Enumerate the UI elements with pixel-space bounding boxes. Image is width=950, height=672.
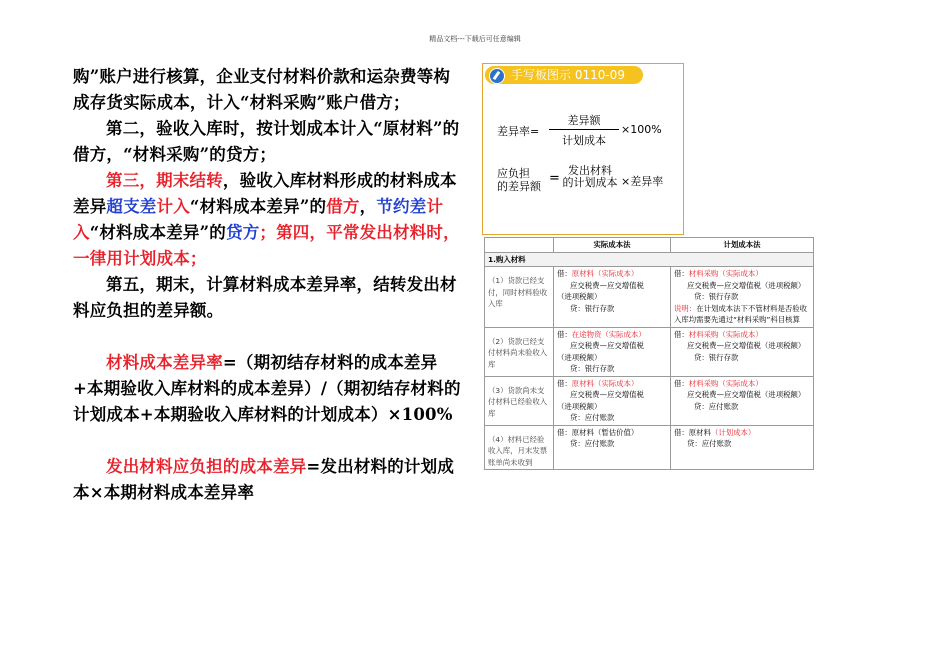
p3-text: “材料成本差异”的 bbox=[89, 223, 226, 242]
handwriting-board bbox=[482, 63, 684, 235]
p3-text: 计入 bbox=[156, 197, 190, 216]
row-actual: 借：原材料（实际成本） 应交税费—应交增值税 （进项税额） 贷：银行存款 bbox=[554, 267, 671, 328]
formula-1-body: =（期初结存材料的成本差异+本期验收入库材料的成本差异）/（期初结存材料的计划成本+本期验收入库材料的计划成本）×100% bbox=[73, 353, 461, 424]
row-plan: 借：材料采购（实际成本） 应交税费—应交增值税（进项税额） 贷：应付账款 bbox=[671, 376, 814, 425]
row-actual: 借：在途物资（实际成本） 应交税费—应交增值税 （进项税额） 贷：银行存款 bbox=[554, 327, 671, 376]
row-plan: 借：材料采购（实际成本） 应交税费—应交增值税（进项税额） 贷：银行存款 bbox=[671, 327, 814, 376]
credit-term: 贷方 bbox=[226, 223, 260, 242]
board-title-text: 手写板图示 0110-09 bbox=[511, 68, 625, 82]
p3-text: ，验收入库材料形成的材料成本差异 bbox=[73, 171, 457, 216]
table-header-empty bbox=[485, 238, 554, 253]
debit-term: 借方 bbox=[326, 197, 360, 216]
board-f2-right: ×差异率 bbox=[621, 175, 664, 188]
formula-2 bbox=[73, 454, 465, 506]
board-f1-den: 计划成本 bbox=[562, 134, 606, 147]
table-row bbox=[485, 376, 814, 425]
row-case: （2）货款已经支付材料尚未验收入库 bbox=[485, 327, 554, 376]
formula-1-label: 材料成本差异率 bbox=[106, 353, 223, 372]
paragraph-4: 第五，期末，计算材料成本差异率，结转发出材料应负担的差异额。 bbox=[73, 275, 457, 320]
board-f1-left: 差异率= bbox=[497, 125, 540, 138]
table-row bbox=[485, 327, 814, 376]
paragraph-2: 第二，验收入库时，按计划成本计入“原材料”的借方，“材料采购”的贷方； bbox=[73, 119, 460, 164]
row-case: （1）货款已经支付，同时材料验收入库 bbox=[485, 267, 554, 328]
table-header-plan: 计划成本法 bbox=[671, 238, 814, 253]
table-section: 1.购入材料 bbox=[485, 252, 814, 267]
overspend-term: 超支差 bbox=[106, 197, 157, 216]
row-actual: 借：原材料（实际成本） 应交税费—应交增值税 （进项税额） 贷：应付账款 bbox=[554, 376, 671, 425]
page-header: 精品文档---下载后可任意编辑 bbox=[429, 35, 521, 43]
board-f1-right: ×100% bbox=[621, 123, 662, 136]
row-actual: 借：原材料（暂估价值） 贷：应付账款 bbox=[554, 425, 671, 470]
formula-2-label: 发出材料应负担的成本差异 bbox=[106, 457, 307, 476]
board-f2-left-2: 的差异额 bbox=[497, 180, 541, 193]
p3-text: “材料成本差异”的 bbox=[189, 197, 327, 216]
row-case: （3）货款尚未支付材料已经验收入库 bbox=[485, 376, 554, 425]
p3-text: 计入 bbox=[73, 197, 444, 242]
pen-icon bbox=[489, 68, 505, 84]
board-title bbox=[485, 66, 643, 84]
body-text bbox=[73, 64, 465, 506]
saving-term: 节约差 bbox=[376, 197, 427, 216]
step-4-text: ；第四，平常发出材料时，一律用计划成本； bbox=[73, 223, 460, 268]
step-3-label: 第三，期末结转 bbox=[106, 171, 223, 190]
board-f1-fraction bbox=[549, 112, 619, 148]
accounting-table bbox=[484, 237, 814, 470]
paragraph-1: 购”账户进行核算，企业支付材料价款和运杂费等构成存货实际成本，计入“材料采购”账户借方； bbox=[73, 67, 451, 112]
board-f1-num: 差异额 bbox=[549, 112, 619, 130]
row-case: （4）材料已经验收入库，月末发票账单尚未收到 bbox=[485, 425, 554, 470]
board-f2-num: 发出材料 bbox=[568, 164, 612, 177]
row-plan: 借：材料采购（实际成本） 应交税费—应交增值税（进项税额） 贷：银行存款 说明：在计划成本法下不管材料是否验收入库均需要先通过“材料采购”科目核算 bbox=[671, 267, 814, 328]
paragraph-3 bbox=[73, 168, 465, 272]
row-plan: 借：原材料（计划成本） 贷：应付账款 bbox=[671, 425, 814, 470]
board-f2-den: 的计划成本 bbox=[562, 176, 618, 189]
formula-1 bbox=[73, 350, 465, 428]
table-header-actual: 实际成本法 bbox=[554, 238, 671, 253]
board-f2-fraction bbox=[561, 165, 619, 189]
formula-2-body: =发出材料的计划成本×本期材料成本差异率 bbox=[73, 457, 455, 502]
board-f2-left-1: 应负担 bbox=[497, 167, 530, 180]
table-row bbox=[485, 267, 814, 328]
board-f2-eq: = bbox=[549, 171, 560, 186]
p3-text: ， bbox=[359, 197, 377, 216]
table-row bbox=[485, 425, 814, 470]
